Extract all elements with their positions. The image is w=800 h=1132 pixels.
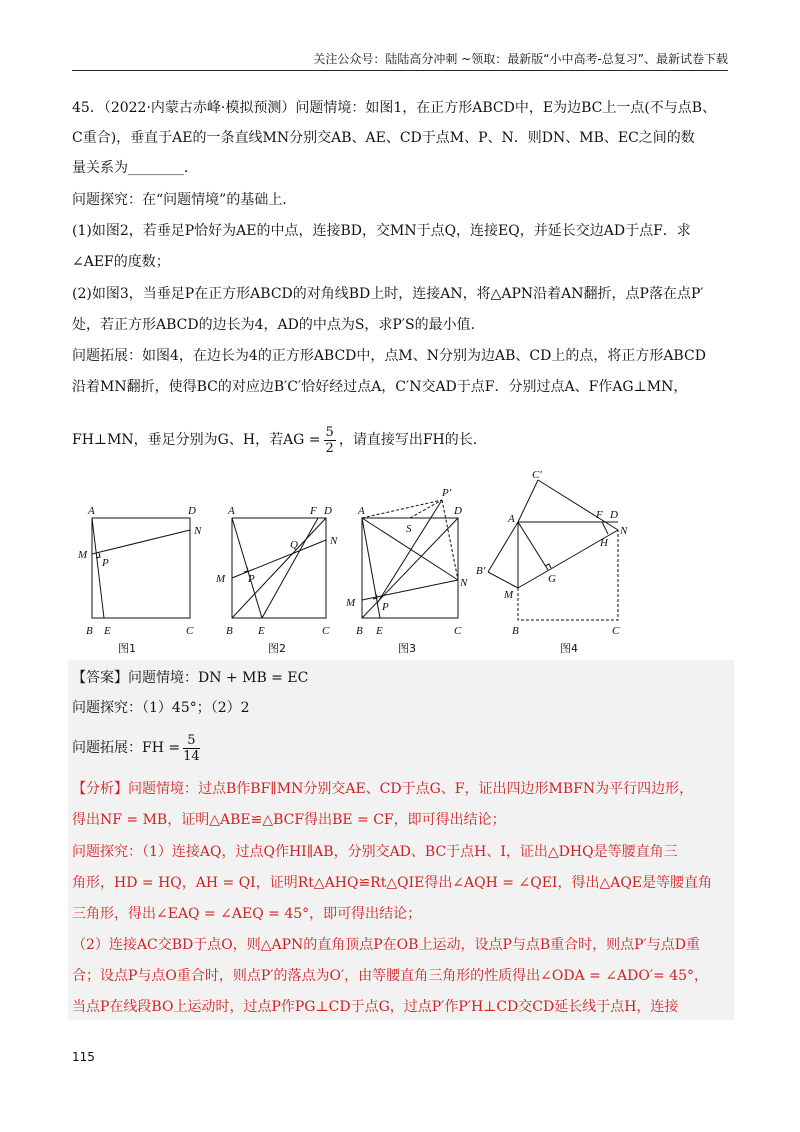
fig3-segment-ae bbox=[362, 518, 380, 618]
problem-line-7: (2)如图3，当垂足P在正方形ABCD的对角线BD上时，连接AN，将△APN沿着AN翻折，点P落在点P′ bbox=[72, 286, 704, 302]
analysis-line-2: 得出NF = MB，证明△ABE≌△BCF得出BE = CF，即可得出结论； bbox=[72, 812, 506, 828]
fig3-dashed-ap bbox=[362, 500, 442, 518]
fig2-label-a: A bbox=[228, 505, 235, 517]
fh-fraction-den: 14 bbox=[183, 748, 200, 764]
fig4-label-b: B bbox=[512, 625, 519, 637]
problem-line-3: 量关系为________． bbox=[72, 160, 198, 176]
fig4-label-h: H bbox=[600, 537, 608, 549]
ag-fraction-den: 2 bbox=[325, 440, 334, 456]
fig4-label-a: A bbox=[508, 513, 515, 525]
ag-fraction-num: 5 bbox=[325, 424, 334, 440]
fig4-label-bp: B′ bbox=[476, 565, 486, 577]
fig2-label-c: C bbox=[322, 625, 330, 637]
analysis-line-8: 当点P在线段BO上运动时，过点P作PG⊥CD于点G，过点P′作P′H⊥CD交CD延长线于点H，连接 bbox=[72, 999, 679, 1015]
fig4-segment-bm bbox=[488, 572, 518, 588]
problem-last-pre: FH⊥MN，垂足分别为G、H，若AG = bbox=[72, 432, 321, 448]
fig2-segment-ef bbox=[262, 518, 318, 618]
fig3-caption: 图3 bbox=[398, 642, 416, 655]
fig4-label-f: F bbox=[596, 509, 603, 521]
problem-line-10: 沿着MN翻折，使得BC的对应边B′C′恰好经过点A，C′N交AD于点F．分别过点A、F作AG⊥MN， bbox=[72, 379, 688, 395]
problem-line-4: 问题探究：在“问题情境”的基础上． bbox=[72, 192, 297, 208]
fig4-segment-fh bbox=[602, 522, 608, 534]
fig4-label-n: N bbox=[620, 525, 628, 537]
fig2-label-d: D bbox=[324, 505, 332, 517]
figure-3 bbox=[362, 500, 458, 618]
analysis-line-3: 问题探究：（1）连接AQ，过点Q作HI∥AB，分别交AD、BC于点H、I，证出△DHQ是等腰直角三 bbox=[72, 844, 678, 860]
fig1-label-m: M bbox=[78, 549, 88, 561]
figure-2 bbox=[232, 518, 326, 618]
fig2-label-m: M bbox=[216, 573, 226, 585]
fig3-label-b: B bbox=[356, 625, 363, 637]
analysis-line-1: 【分析】问题情境：过点B作BF∥MN分别交AE、CD于点G、F，证出四边形MBFN为平行四边形， bbox=[72, 781, 694, 797]
fig2-label-b: B bbox=[226, 625, 233, 637]
fig2-label-q: Q bbox=[290, 539, 298, 551]
fig3-label-d: D bbox=[454, 505, 462, 517]
ag-fraction bbox=[324, 425, 336, 456]
fh-fraction-num: 5 bbox=[183, 733, 200, 749]
answer-line-2: 问题探究：（1）45°；（2）2 bbox=[72, 700, 250, 716]
analysis-line-5: 三角形，得出∠EAQ = ∠AEQ = 45°，即可得出结论； bbox=[72, 906, 422, 922]
page-number: 115 bbox=[72, 1050, 95, 1064]
answer-fh-pre: 问题拓展：FH = bbox=[72, 740, 181, 756]
fig1-label-n: N bbox=[194, 525, 202, 537]
fig4-label-cp: C′ bbox=[532, 470, 542, 481]
fig3-dashed-sp bbox=[410, 500, 442, 518]
fig4-caption: 图4 bbox=[560, 642, 578, 655]
fig4-label-c: C bbox=[612, 625, 620, 637]
problem-line-2: C重合)，垂直于AE的一条直线MN分别交AB、AE、CD于点M、P、N．则DN、MB、EC之间的数 bbox=[72, 130, 695, 146]
fig3-label-s: S bbox=[406, 523, 412, 535]
fig2-right-angle bbox=[244, 567, 248, 572]
problem-line-6: ∠AEF的度数； bbox=[72, 254, 170, 270]
fig3-segment-pn bbox=[378, 500, 442, 602]
header-rule bbox=[72, 70, 728, 71]
analysis-line-7: 合；设点P与点O重合时，则点P′的落点为O′，由等腰直角三角形的性质得出∠ODA = ∠ADO′= 45°， bbox=[72, 968, 709, 984]
fh-fraction bbox=[183, 733, 200, 764]
fig3-label-n: N bbox=[460, 577, 468, 589]
fig2-label-f: F bbox=[310, 505, 317, 517]
problem-line-11 bbox=[72, 422, 732, 458]
problem-line-1: 45．（2022·内蒙古赤峰·模拟预测）问题情境：如图1，在正方形ABCD中，E为边BC上一点(不与点B、 bbox=[72, 100, 717, 116]
figures-row bbox=[72, 470, 732, 660]
figures-svg bbox=[72, 470, 732, 660]
fig2-segment-mn bbox=[232, 540, 326, 578]
fig3-label-c: C bbox=[454, 625, 462, 637]
fig4-segment-ag bbox=[518, 522, 548, 570]
problem-last-post: ，请直接写出FH的长． bbox=[338, 432, 487, 448]
answer-line-1: 【答案】问题情境：DN + MB = EC bbox=[72, 670, 309, 686]
fig1-label-p: P bbox=[102, 557, 109, 569]
analysis-line-4: 角形，HD = HQ，AH = QI，证明Rt△AHQ≌Rt△QIE得出∠AQH = ∠QEI，得出△AQE是等腰直角 bbox=[72, 875, 713, 891]
fig1-caption: 图1 bbox=[118, 642, 136, 655]
fig1-segment-mn bbox=[92, 530, 190, 554]
fig4-label-m: M bbox=[504, 589, 514, 601]
fig4-label-d: D bbox=[610, 509, 618, 521]
fig3-right-angle bbox=[373, 594, 377, 599]
fig3-label-pp: P′ bbox=[442, 487, 452, 499]
fig2-label-n: N bbox=[330, 535, 338, 547]
fig3-label-e: E bbox=[376, 625, 383, 637]
fig3-label-m: M bbox=[346, 597, 356, 609]
fig2-caption: 图2 bbox=[268, 642, 286, 655]
analysis-line-6: （2）连接AC交BD于点O，则△APN的直角顶点P在OB上运动，设点P与点B重合时，则点P′与点D重 bbox=[72, 937, 700, 953]
fig4-segment-ac bbox=[518, 480, 538, 522]
problem-line-9: 问题拓展：如图4，在边长为4的正方形ABCD中，点M、N分别为边AB、CD上的点，将正方形ABCD bbox=[72, 348, 706, 364]
fig3-label-p: P bbox=[382, 601, 389, 613]
fig1-label-e: E bbox=[104, 625, 111, 637]
fig1-label-b: B bbox=[86, 625, 93, 637]
fig1-label-a: A bbox=[88, 505, 95, 517]
fig1-label-c: C bbox=[186, 625, 194, 637]
fig1-label-d: D bbox=[188, 505, 196, 517]
fig4-segment-ab bbox=[488, 522, 518, 572]
problem-line-8: 处，若正方形ABCD的边长为4，AD的中点为S，求P′S的最小值． bbox=[72, 317, 485, 333]
fig2-label-p: P bbox=[248, 573, 255, 585]
problem-line-5: (1)如图2，若垂足P恰好为AE的中点，连接BD，交MN于点Q，连接EQ，并延长交边AD于点F．求 bbox=[72, 223, 691, 239]
fig2-diagonal-bd bbox=[232, 518, 326, 618]
fig4-label-g: G bbox=[548, 573, 556, 585]
fig2-label-e: E bbox=[258, 625, 265, 637]
fig3-label-a: A bbox=[358, 505, 365, 517]
page-header: 关注公众号：陆陆高分冲刺 ~领取：最新版“小中高考-总复习”、最新试卷下载 bbox=[313, 52, 728, 66]
answer-line-3 bbox=[72, 730, 732, 766]
